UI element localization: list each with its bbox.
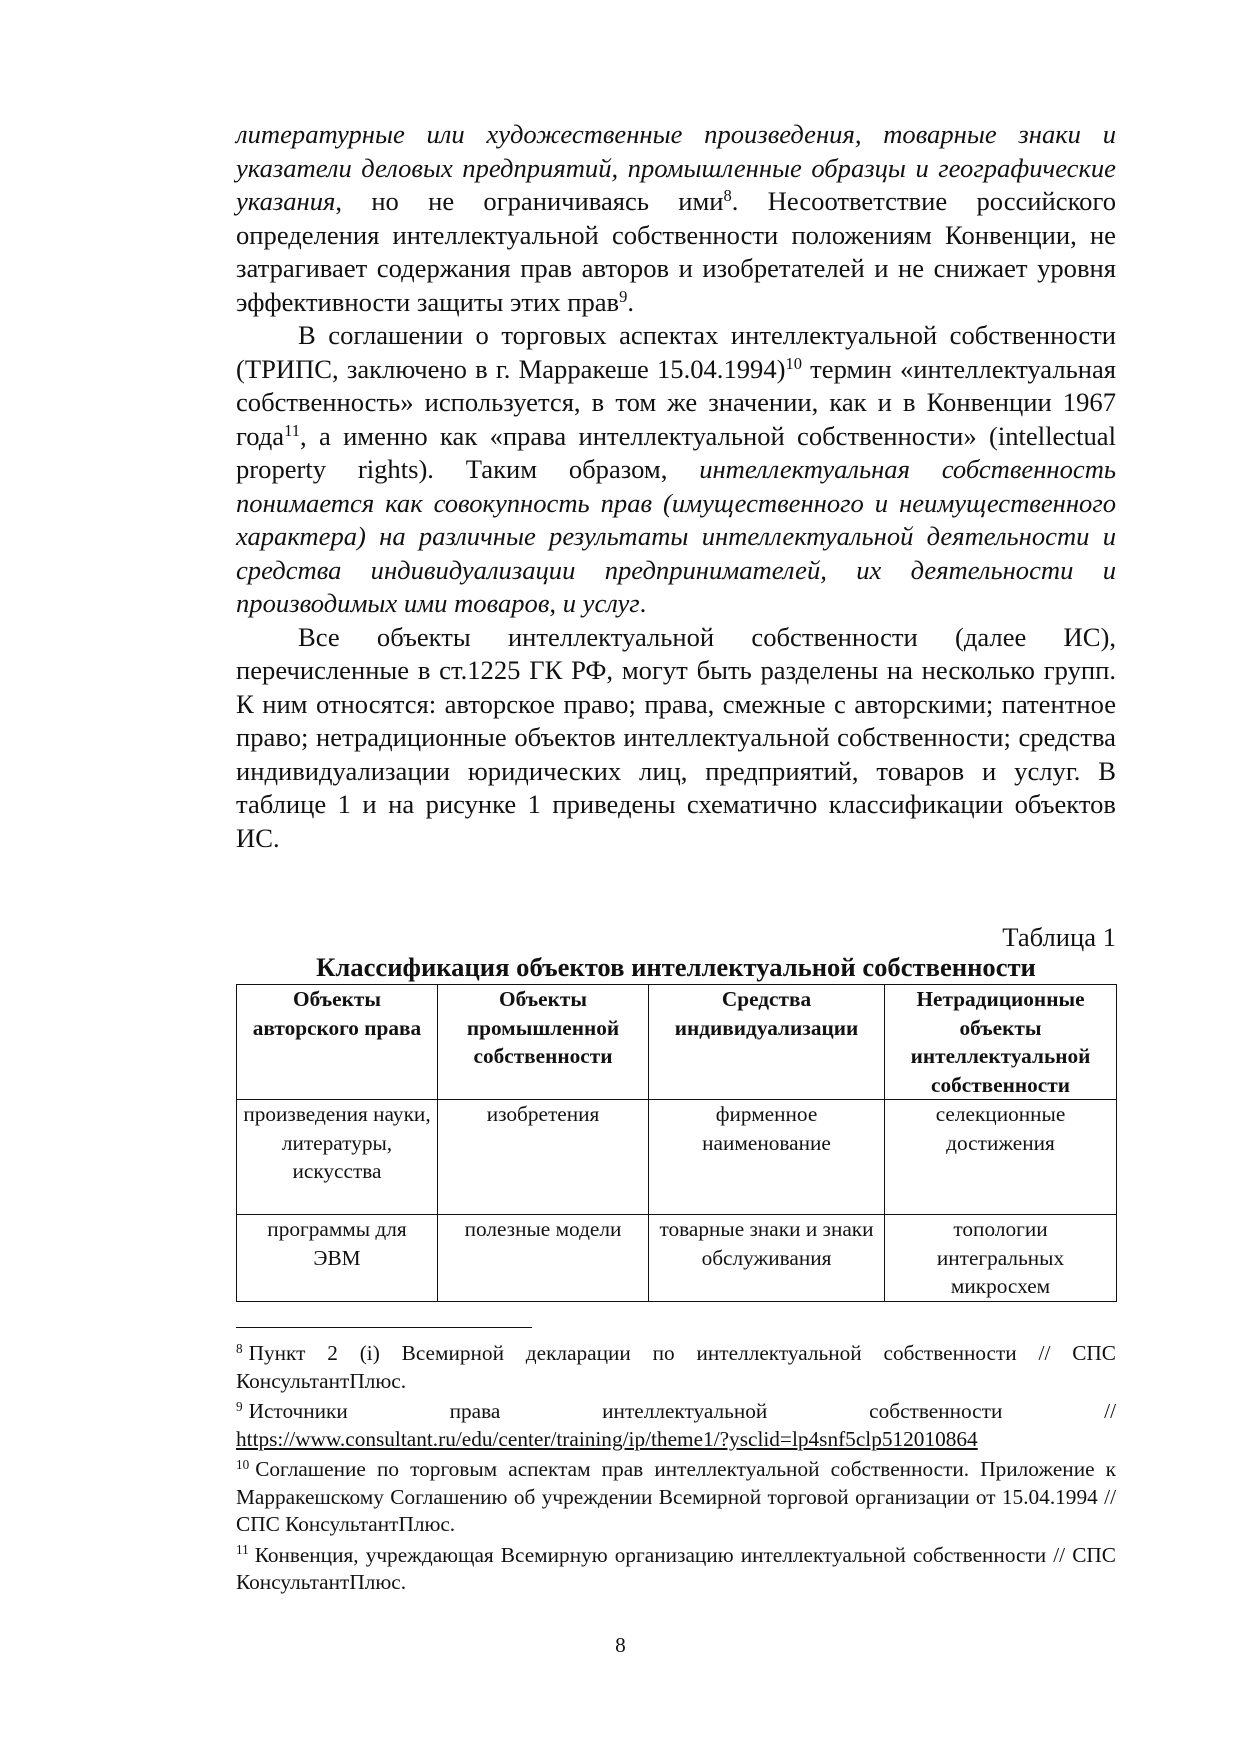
footnote-ref-10[interactable]: 10 (785, 353, 802, 373)
table-header-cell: Объекты промышленной собственности (438, 985, 649, 1100)
table-header-cell: Нетрадиционные объекты интеллектуальной собственности (885, 985, 1117, 1100)
table-row (237, 1100, 1117, 1215)
table-cell: программы для ЭВМ (237, 1215, 438, 1302)
table-cell: фирменное наименование (649, 1100, 885, 1215)
table-cell: полезные модели (438, 1215, 649, 1302)
table-caption: Таблица 1 (1002, 922, 1116, 952)
table-header-cell: Объекты авторского права (237, 985, 438, 1100)
table-cell: изобретения (438, 1100, 649, 1215)
footnote-number: 10 (236, 1456, 250, 1472)
italic-definition: литературные или художественные произведения, товарные знаки и указатели деловых предприятий, промышленные образцы и географические указания (236, 119, 1116, 216)
footnote-8 (236, 1340, 1116, 1395)
table-header-row (237, 985, 1117, 1100)
footnote-ref-9[interactable]: 9 (619, 286, 628, 306)
paragraph-text: . (627, 286, 635, 317)
footnote-text: Соглашение по торговым аспектам прав интеллектуальной собственности. Приложение к Марракешскому Соглашению об учреждении Всемирной торговой организации от 15.04.1994 // СПС КонсультантПлюс. (236, 1457, 1116, 1536)
footnote-ref-8[interactable]: 8 (723, 185, 732, 205)
paragraph-2 (236, 319, 1116, 621)
footnote-ref-11[interactable]: 11 (284, 420, 300, 440)
footnote-text: Пункт 2 (i) Всемирной декларации по интеллектуальной собственности // СПС КонсультантПлюс. (236, 1341, 1116, 1393)
footnote-9 (236, 1398, 1116, 1453)
paragraph-text: термин «интеллектуальная собственность» используется, в том же значении, как и в Конвенции 1967 года (236, 353, 1116, 451)
page-number: 8 (615, 1633, 626, 1657)
footnote-separator (236, 1327, 532, 1328)
table-cell: произведения науки, литературы, искусства (237, 1100, 438, 1215)
paragraph-1 (236, 118, 1116, 319)
table-cell: селекционные достижения (885, 1100, 1117, 1215)
paragraph-text: . (639, 588, 647, 618)
paragraph-text: , но не ограничиваясь ими (335, 186, 724, 216)
footnote-11 (236, 1542, 1116, 1597)
paragraph-3: Все объекты интеллектуальной собственности (далее ИС), перечисленные в ст.1225 ГК РФ, могут быть разделены на несколько групп. К ним относятся: авторское право; права, смежные с авторскими; патентное право; нетрадиционные объектов интеллектуальной собственности; средства индивидуализации юридических лиц, предприятий, товаров и услуг. В таблице 1 и на рисунке 1 приведены схематично классификации объектов ИС. (236, 621, 1116, 853)
paragraph-text: . Несоответствие российского определения интеллектуальной собственности положениям Конвенции, не затрагивает содержания прав авторов и изобретателей и не снижает уровня эффективности защиты этих прав (236, 186, 1116, 317)
table-title: Классификация объектов интеллектуальной собственности (316, 952, 1036, 982)
body-text (236, 118, 1116, 855)
footnote-number: 8 (236, 1340, 243, 1356)
footnote-number: 9 (236, 1398, 243, 1414)
footnote-text: Источники права интеллектуальной собственности // (248, 1399, 1116, 1423)
footnote-text: Конвенция, учреждающая Всемирную организацию интеллектуальной собственности // СПС КонсультантПлюс. (236, 1542, 1116, 1594)
classification-table (236, 984, 1117, 1302)
footnotes (236, 1340, 1116, 1600)
footnote-link[interactable]: https://www.consultant.ru/edu/center/training/ip/theme1/?ysclid=lp4snf5clp512010864 (236, 1426, 978, 1451)
paragraph-text: , а именно как «права интеллектуальной собственности» (intellectual property rights). Таким образом, (236, 420, 1116, 484)
table-cell: топологии интегральных микросхем (885, 1215, 1117, 1302)
italic-definition: интеллектуальная собственность понимается как совокупность прав (имущественного и неимущественного характера) на различные результаты интеллектуальной деятельности и средства индивидуализации предпринимателей, их деятельности и производимых ими товаров, и услуг (236, 454, 1116, 618)
table-header-cell: Средства индивидуализации (649, 985, 885, 1100)
footnote-number: 11 (236, 1542, 249, 1558)
footnote-10 (236, 1456, 1116, 1539)
paragraph-text: В соглашении о торговых аспектах интеллектуальной собственности (ТРИПС, заключено в г. Марракеше 15.04.1994) (236, 320, 1116, 384)
table-row (237, 1215, 1117, 1302)
table-cell: товарные знаки и знаки обслуживания (649, 1215, 885, 1302)
